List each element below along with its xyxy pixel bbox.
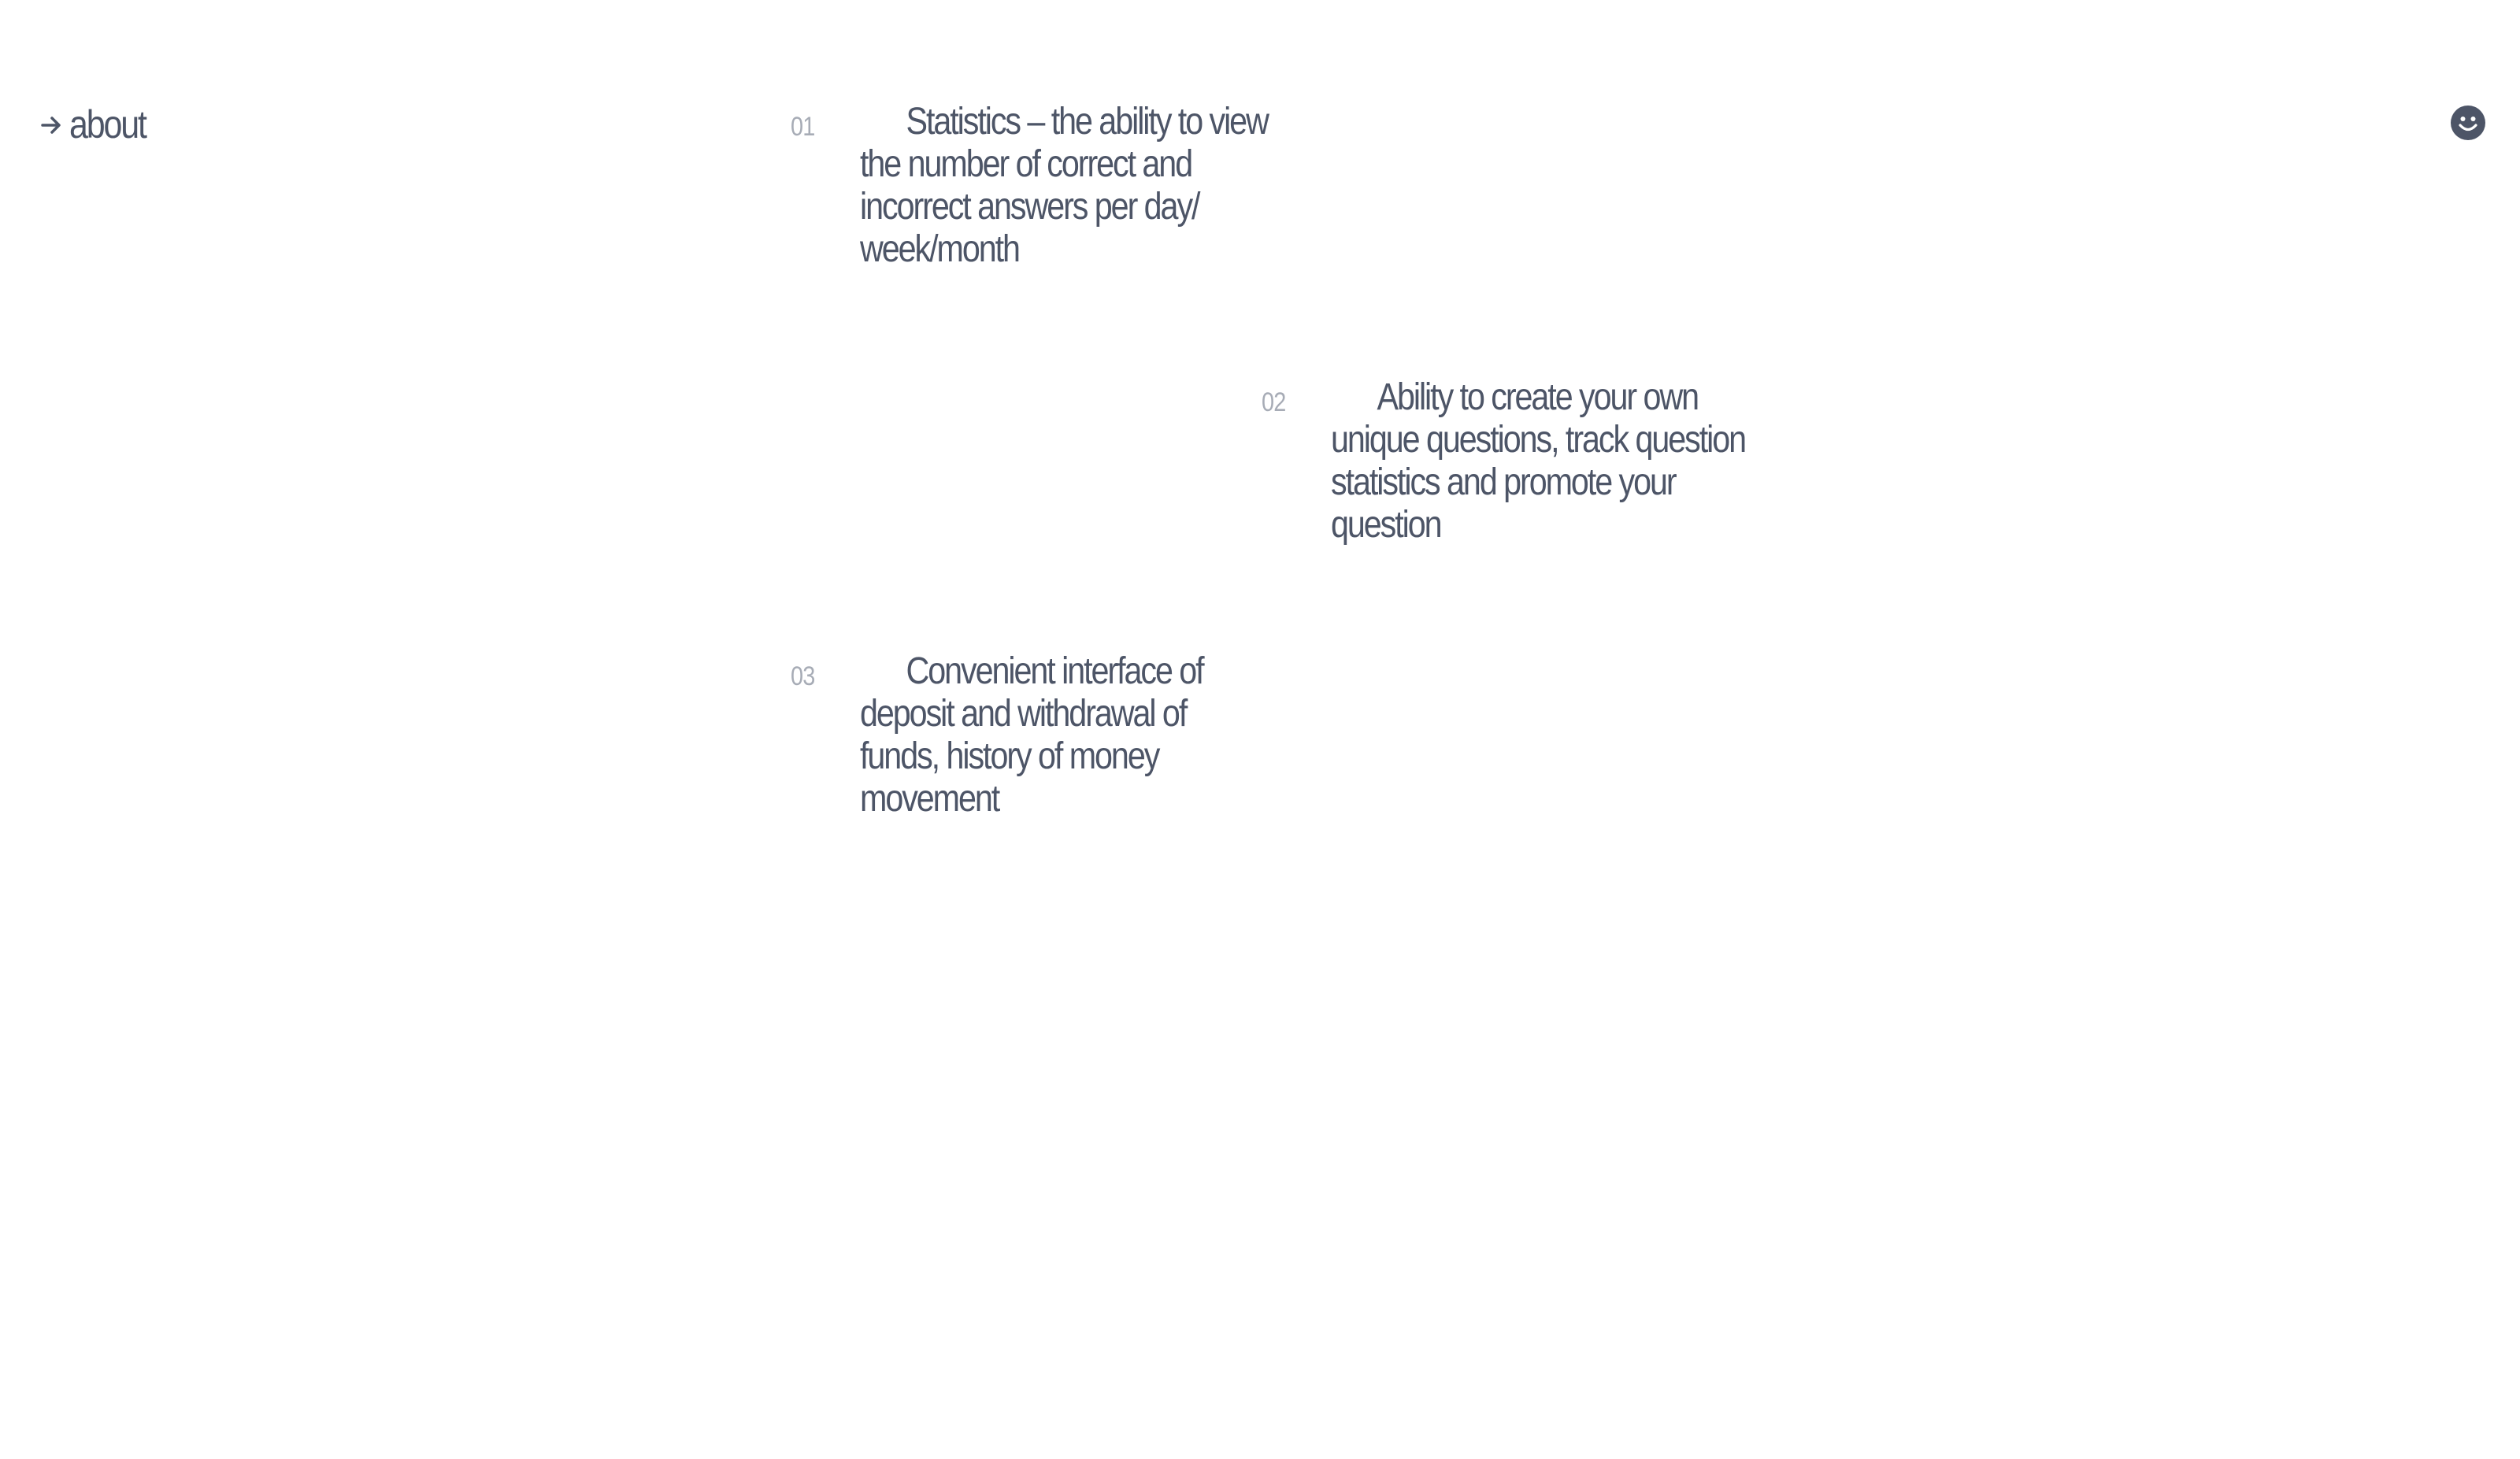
smiley-face-icon[interactable] — [2451, 106, 2485, 140]
about-link[interactable] — [39, 101, 158, 148]
arrow-right-icon — [39, 109, 63, 140]
feature-text: Convenient interface of deposit and withdrawal of funds, history of money movement — [860, 650, 1203, 820]
feature-text: Ability to create your own unique questions, track question statistics and promote your question — [1331, 376, 1746, 546]
about-label: about — [69, 102, 146, 146]
feature-number: 01 — [791, 112, 815, 142]
feature-number: 02 — [1262, 387, 1286, 417]
feature-text: Statistics – the ability to view the number of correct and incorrect answers per day/ week/month — [860, 101, 1268, 270]
feature-number: 03 — [791, 661, 815, 691]
